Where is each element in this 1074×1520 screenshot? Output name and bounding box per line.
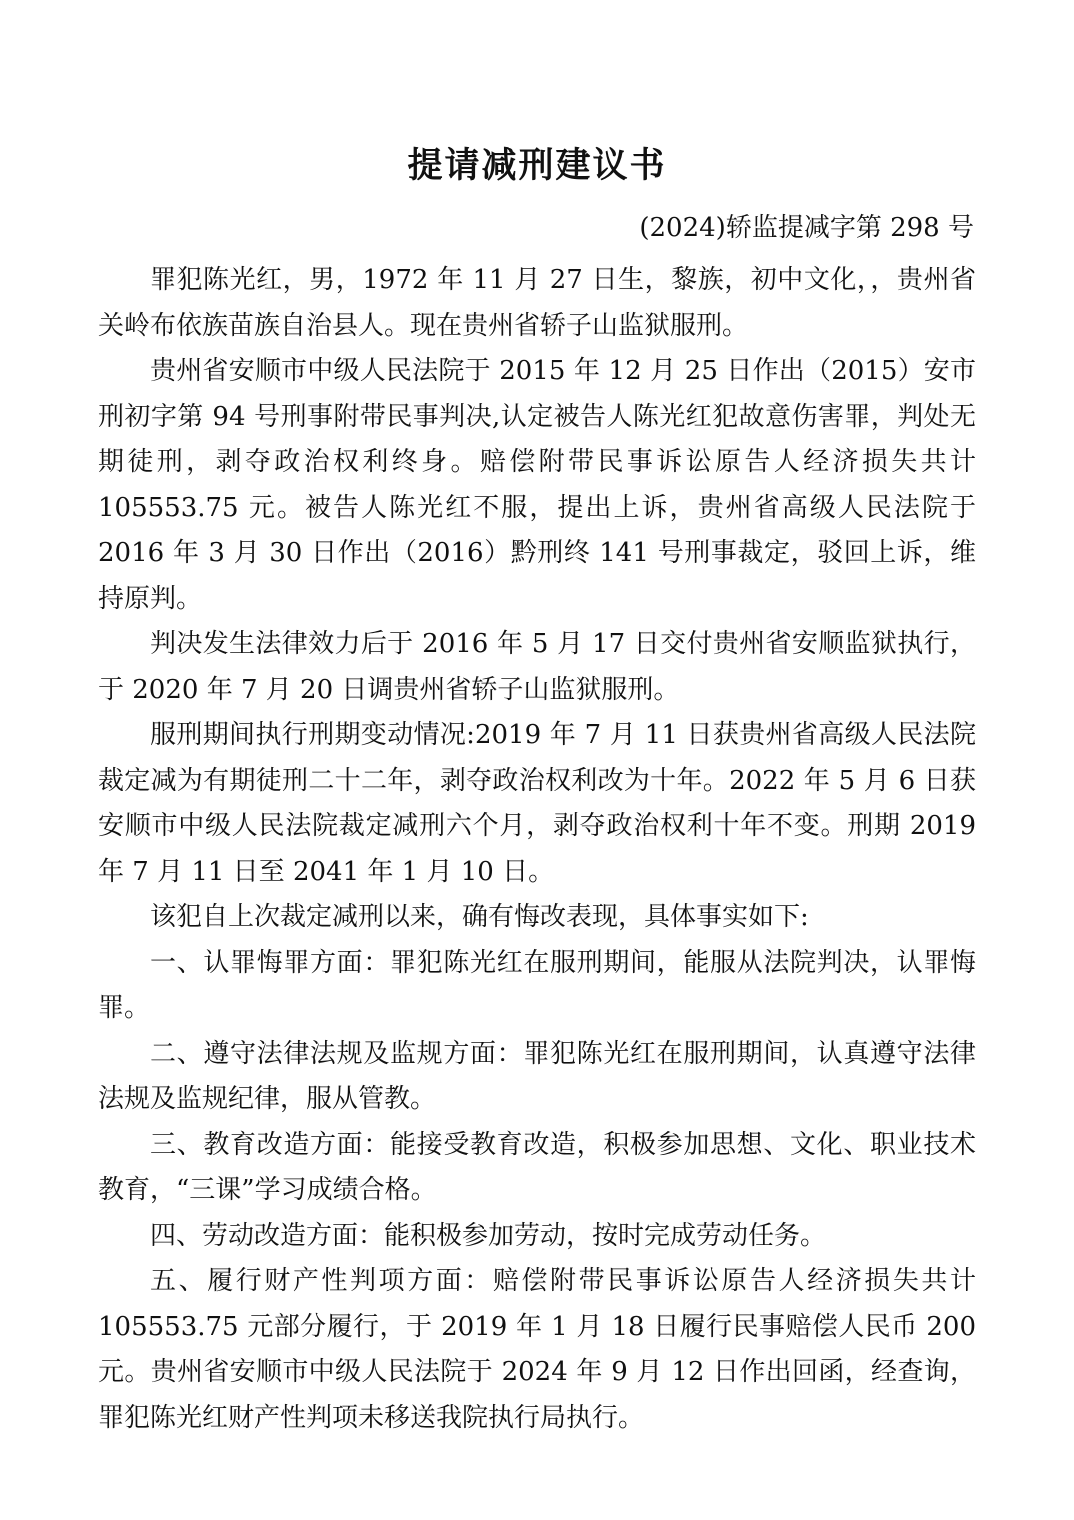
paragraph-personal-info: 罪犯陈光红，男，1972 年 11 月 27 日生，黎族，初中文化，，贵州省关岭布依族苗族自治县人。现在贵州省轿子山监狱服刑。 bbox=[98, 265, 976, 341]
document-number: (2024)轿监提减字第 298 号 bbox=[639, 213, 974, 243]
paragraph-repentance: 一、认罪悔罪方面：罪犯陈光红在服刑期间，能服从法院判决，认罪悔罪。 bbox=[98, 947, 976, 1023]
document-title: 提请减刑建议书 bbox=[407, 146, 667, 186]
document-body bbox=[98, 258, 976, 1441]
paragraph-sentence-changes: 服刑期间执行刑期变动情况:2019 年 7 月 11 日获贵州省高级人民法院裁定减为有期徒刑二十二年，剥夺政治权利改为十年。2022 年 5 月 6 日获安顺市中级人民法院裁定减刑六个月，剥夺政治权利十年不变。刑期 2019 年 7 月 11 日至 2041 年 1 月 10 日。 bbox=[98, 720, 976, 887]
paragraph-original-judgment: 贵州省安顺市中级人民法院于 2015 年 12 月 25 日作出（2015）安市刑初字第 94 号刑事附带民事判决,认定被告人陈光红犯故意伤害罪，判处无期徒刑，剥夺政治权利终身。赔偿附带民事诉讼原告人经济损失共计 105553.75 元。被告人陈光红不服，提出上诉，贵州省高级人民法院于 2016 年 3 月 30 日作出（2016）黔刑终 141 号刑事裁定，驳回上诉，维持原判。 bbox=[98, 356, 976, 614]
paragraph-property-obligations: 五、履行财产性判项方面：赔偿附带民事诉讼原告人经济损失共计 105553.75 元部分履行，于 2019 年 1 月 18 日履行民事赔偿人民币 200 元。贵州省安顺市中级人民法院于 2024 年 9 月 12 日作出回函，经查询，罪犯陈光红财产性判项未移送我院执行局执行。 bbox=[98, 1266, 976, 1433]
paragraph-facts-intro: 该犯自上次裁定减刑以来，确有悔改表现，具体事实如下: bbox=[150, 902, 809, 932]
paragraph-law-compliance: 二、遵守法律法规及监规方面：罪犯陈光红在服刑期间，认真遵守法律法规及监规纪律，服从管教。 bbox=[98, 1038, 976, 1114]
paragraph-labor: 四、劳动改造方面：能积极参加劳动，按时完成劳动任务。 bbox=[150, 1220, 827, 1251]
paragraph-education: 三、教育改造方面：能接受教育改造，积极参加思想、文化、职业技术教育，“三课”学习成绩合格。 bbox=[98, 1129, 976, 1205]
paragraph-execution-transfer: 判决发生法律效力后于 2016 年 5 月 17 日交付贵州省安顺监狱执行，于 2020 年 7 月 20 日调贵州省轿子山监狱服刑。 bbox=[98, 629, 976, 705]
